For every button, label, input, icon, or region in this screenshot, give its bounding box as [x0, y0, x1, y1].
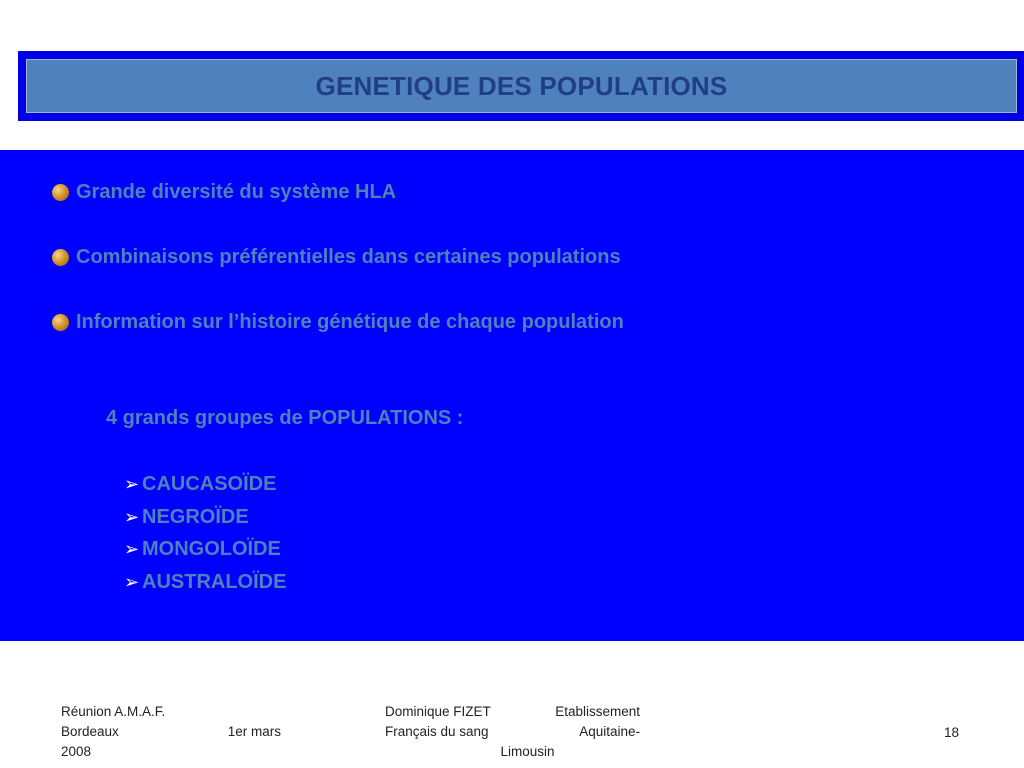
- group-label: AUSTRALOÏDE: [142, 571, 287, 593]
- bullet-item-combinations: [52, 246, 621, 269]
- group-item-australoide: [124, 571, 286, 594]
- footer-left-city: Bordeaux: [61, 724, 119, 739]
- bullet-text: Information sur l’histoire génétique de chaque population: [76, 311, 624, 333]
- group-label: CAUCASOÏDE: [142, 473, 277, 495]
- group-label: MONGOLOÏDE: [142, 538, 281, 560]
- group-item-negroide: [124, 506, 249, 529]
- bullet-ball-icon: [52, 314, 69, 331]
- content-band: [0, 150, 1024, 641]
- footer-org-part1: Etablissement: [555, 704, 640, 719]
- bullet-item-hla-diversity: [52, 181, 396, 204]
- arrow-bullet-icon: ➢: [124, 572, 140, 592]
- group-item-caucasoide: [124, 473, 276, 496]
- bullet-ball-icon: [52, 184, 69, 201]
- bullet-item-history: [52, 311, 624, 334]
- arrow-bullet-icon: ➢: [124, 507, 140, 527]
- footer-left-date: 1er mars: [227, 724, 281, 739]
- group-item-mongoloide: [124, 538, 281, 561]
- arrow-bullet-icon: ➢: [124, 539, 140, 559]
- bullet-ball-icon: [52, 249, 69, 266]
- footer-left: [61, 702, 281, 762]
- footer-left-line1: Réunion A.M.A.F.: [61, 704, 166, 719]
- group-label: NEGROÏDE: [142, 506, 249, 528]
- footer-center-line1: [385, 702, 640, 722]
- footer-org-part3: Aquitaine-: [579, 724, 640, 739]
- title-panel: [26, 59, 1017, 113]
- groups-heading: 4 grands groupes de POPULATIONS :: [106, 407, 464, 429]
- bullet-text: Combinaisons préférentielles dans certaines populations: [76, 246, 621, 268]
- footer-center: [385, 702, 640, 762]
- footer-left-line2: [61, 722, 281, 742]
- page-number: 18: [944, 725, 960, 740]
- footer-left-line3: 2008: [61, 744, 92, 759]
- footer-center-line2: [385, 722, 640, 742]
- footer-org-part2: Français du sang: [385, 724, 489, 739]
- slide-title: GENETIQUE DES POPULATIONS: [315, 70, 728, 101]
- arrow-bullet-icon: ➢: [124, 474, 140, 494]
- footer-org-part4: Limousin: [500, 744, 555, 759]
- bullet-text: Grande diversité du système HLA: [76, 181, 397, 203]
- footer-author: Dominique FIZET: [385, 704, 491, 719]
- title-frame: [18, 51, 1024, 121]
